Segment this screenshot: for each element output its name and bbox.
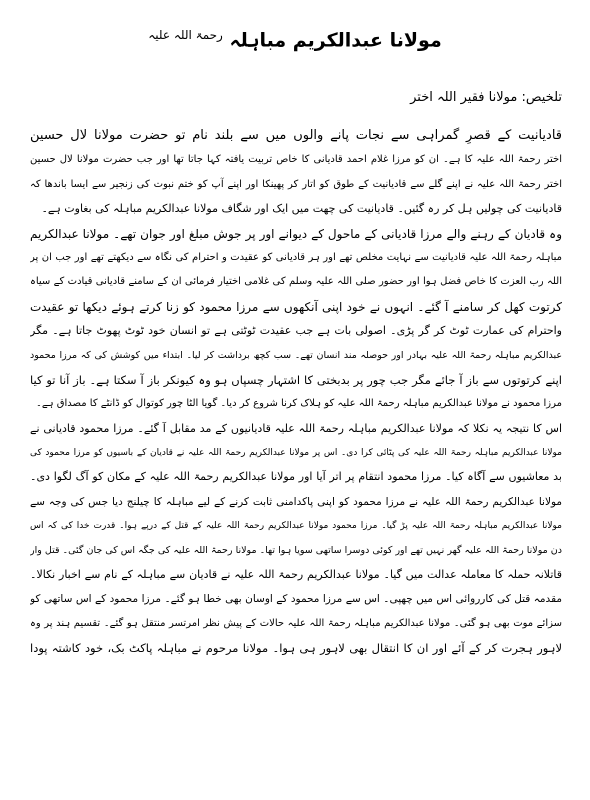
text-line: اپنے کرتوتوں سے باز آ جائے مگر جب چور پر بدبختی کا اشتہار چسپاں ہو وہ کیونکر باز آ سکتا ہے۔ باز آنا تو کیا xyxy=(30,372,562,387)
text-line: مرزا محمود نے مولانا عبدالکریم مباہلہ رحمۃ اللہ علیہ کو ہلاک کرنا شروع کر دیا۔ گویا الٹا چور کوتوال کو ڈانٹے کا مصداق ہے۔ xyxy=(36,398,562,410)
text-line: مقدمہ قتل کی کارروائی اس میں چھپی۔ اس سے مرزا محمود کے اوسان بھی خطا ہو گئے۔ مرزا محمود کے اس ساتھی کو xyxy=(30,593,562,606)
title-text: مولانا عبدالکریم مباہلہ xyxy=(229,29,442,52)
byline: تلخیص: مولانا فقیر اللہ اختر xyxy=(410,90,562,105)
text-line: لاہور ہجرت کر کے آئے اور ان کا انتقال بھی لاہور ہی ہوا۔ مولانا مرحوم نے مباہلہ پاکٹ بک، خود کاشتہ پودا xyxy=(30,641,562,656)
text-line: عبدالکریم مباہلہ رحمۃ اللہ علیہ بہادر اور حوصلہ مند انسان تھے۔ سب کچھ برداشت کر لیا۔ ابتداء میں کوشش کی کہ مرزا محمود xyxy=(30,349,562,361)
text-line: قادیانیت کے قصرِ گمراہی سے نجات پانے والوں میں سے بلند نام تو حضرت مولانا لال حسین xyxy=(30,128,562,143)
text-line: اختر رحمۃ اللہ علیہ نے اپنے گلے سے قادیانیت کے طوق کو اتار کر پھینکا اور اپنے آپ کو ختم نبوت کی زنجیر سے ایسا باندھا کہ xyxy=(30,178,562,190)
text-line: دن مولانا رحمۃ اللہ علیہ گھر نہیں تھے اور کوئی دوسرا ساتھی سویا ہوا تھا۔ مولانا رحمۃ اللہ علیہ کی جگہ اس کی جان گئی۔ قتل وار xyxy=(30,544,562,556)
text-line: کرتوت کھل کر سامنے آ گئے۔ انہوں نے خود اپنی آنکھوں سے مرزا محمود کو زنا کرتے ہوئے دیکھا تو عقیدت xyxy=(30,299,562,314)
text-line: مولانا عبدالکریم رحمۃ اللہ علیہ نے مرزا محمود کو اپنی پاکدامنی ثابت کرنے کے لیے مباہلہ کا چیلنج دیا جس کی وجہ سے xyxy=(30,495,562,508)
text-line: اختر رحمۃ اللہ علیہ کا ہے۔ ان کو مرزا غلام احمد قادیانی کا خاص تربیت یافتہ کہا جاتا تھا اور جب حضرت مولانا لال حسین xyxy=(30,154,562,166)
article-body xyxy=(30,124,562,661)
text-line: اللہ رب العزت کا خاص فضل ہوا اور حضور صلی اللہ علیہ وسلم کی غلامی اختیار فرمائی ان کے سامنے قادیانی قیادت کے سیاہ xyxy=(30,276,562,288)
article-title xyxy=(0,20,590,55)
text-line: مولانا عبدالکریم مباہلہ رحمۃ اللہ علیہ پڑ گیا۔ مرزا محمود مولانا عبدالکریم رحمۃ اللہ علیہ کے قتل کے درپے ہوا۔ قدرت خدا کی کہ اس xyxy=(30,521,562,532)
text-line: سزائے موت بھی ہو گئی۔ مولانا عبدالکریم مباہلہ رحمۃ اللہ علیہ حالات کے پیش نظر امرتسر منتقل ہو گئے۔ تقسیم ہند پر وہ xyxy=(30,617,562,629)
text-line: قاتلانہ حملہ کا معاملہ عدالت میں گیا۔ مولانا عبدالکریم رحمۃ اللہ علیہ نے قادیان سے مباہلہ کے نام سے اخبار نکالا۔ xyxy=(30,568,562,582)
text-line: مباہلہ رحمۃ اللہ علیہ قادیانیت سے نہایت مخلص تھے اور ہر قادیانی کو عقیدت و احترام کی نگاہ سے دیکھتے تھے اور جب ان پر xyxy=(30,251,562,263)
honorific-mark: رحمۃ اللہ علیہ xyxy=(148,28,223,42)
text-line: وہ قادیان کے رہنے والے مرزا قادیانی کے ماحول کے دیوانے اور پر جوش مبلغ اور جوان تھے۔ مولانا عبدالکریم xyxy=(30,226,562,241)
text-line: مولانا عبدالکریم مباہلہ رحمۃ اللہ علیہ کی پٹائی کرا دی۔ اس پر مولانا عبدالکریم رحمۃ اللہ علیہ نے قادیان کے باسیوں کو مرزا محمود کی xyxy=(30,448,562,459)
text-line: اس کا نتیجہ یہ نکلا کہ مولانا عبدالکریم مباہلہ رحمۃ اللہ علیہ قادیانیوں کے مد مقابل آ گئے۔ مرزا محمود قادیانی نے xyxy=(30,421,562,435)
text-line: بد معاشیوں سے آگاہ کیا۔ مرزا محمود انتقام پر اتر آیا اور مولانا عبدالکریم رحمۃ اللہ علیہ کے مکان کو آگ لگوا دی۔ xyxy=(30,470,562,484)
text-line: واحترام کی عمارت ٹوٹ کر گر پڑی۔ اصولی بات ہے جب عقیدت ٹوٹتی ہے تو انسان خود ٹوٹ پھوٹ جاتا ہے۔ مگر xyxy=(30,324,562,338)
text-line: قادیانیت کی چولیں ہل کر رہ گئیں۔ قادیانیت کی چھت میں ایک اور شگاف مولانا عبدالکریم مباہلہ کی بغاوت ہے۔ xyxy=(41,202,562,216)
